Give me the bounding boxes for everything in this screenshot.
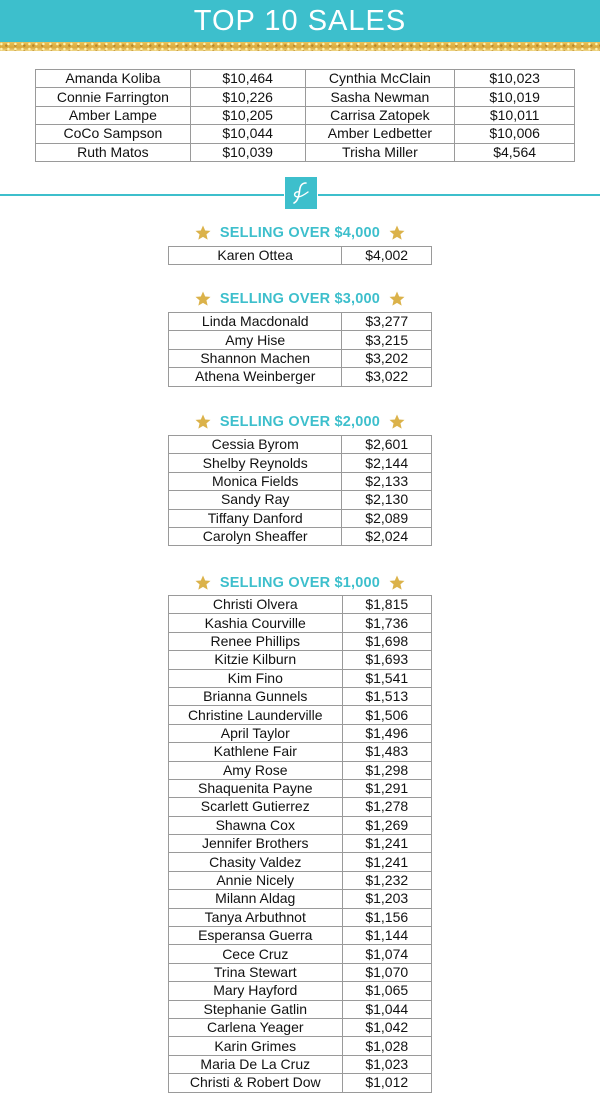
table-row [169,724,432,742]
sales-amount: $1,203 [342,890,431,908]
divider-line-right [318,194,600,196]
seller-name: Shelby Reynolds [169,454,342,472]
sales-amount: $1,070 [342,963,431,981]
seller-name: Sasha Newman [305,88,455,106]
seller-name: Kashia Courville [169,614,343,632]
tier-heading [0,289,600,309]
sales-amount: $1,736 [342,614,431,632]
seller-name: Monica Fields [169,472,342,490]
tier-table-2000 [168,435,432,546]
seller-name: Esperansa Guerra [169,927,343,945]
seller-name: Kitzie Kilburn [169,651,343,669]
table-row [169,1055,432,1073]
top10-table [35,69,575,162]
tier-heading [0,573,600,593]
sales-amount: $1,144 [342,927,431,945]
sales-amount: $3,022 [342,368,432,386]
table-row [169,632,432,650]
sales-amount: $10,226 [190,88,305,106]
table-row [169,472,432,490]
table-row [169,368,432,386]
sales-amount: $1,074 [342,945,431,963]
table-row [169,779,432,797]
seller-name: Trina Stewart [169,963,343,981]
sales-amount: $1,232 [342,871,431,889]
sales-amount: $10,039 [190,143,305,161]
seller-name: Mary Hayford [169,982,343,1000]
table-row [169,1018,432,1036]
sales-amount: $2,133 [342,472,432,490]
sales-amount: $2,130 [342,491,432,509]
tier-heading-label: SELLING OVER $3,000 [219,291,381,307]
table-row [169,687,432,705]
table-row [169,945,432,963]
table-row [169,331,432,349]
star-icon [194,413,212,431]
seller-name: Sandy Ray [169,491,342,509]
seller-name: Maria De La Cruz [169,1055,343,1073]
sales-amount: $2,089 [342,509,432,527]
sales-amount: $1,496 [342,724,431,742]
seller-name: Shaquenita Payne [169,779,343,797]
sales-amount: $1,298 [342,761,431,779]
table-row [169,743,432,761]
seller-name: Shawna Cox [169,816,343,834]
table-row [169,1074,432,1092]
sales-amount: $1,023 [342,1055,431,1073]
table-row [169,527,432,545]
seller-name: Carolyn Sheaffer [169,527,342,545]
sales-amount: $1,044 [342,1000,431,1018]
sales-amount: $3,215 [342,331,432,349]
tier-heading-label: SELLING OVER $4,000 [219,225,381,241]
sales-amount: $4,002 [342,247,432,265]
table-row [36,106,575,124]
table-row [169,491,432,509]
table-row [169,651,432,669]
sales-amount: $10,044 [190,125,305,143]
seller-name: Shannon Machen [169,349,342,367]
star-icon [388,290,406,308]
table-row [169,853,432,871]
sales-amount: $1,241 [342,853,431,871]
sales-amount: $1,815 [342,596,431,614]
sales-amount: $1,513 [342,687,431,705]
table-row [169,761,432,779]
table-row [169,982,432,1000]
table-row [169,927,432,945]
page-title: TOP 10 SALES [193,4,407,37]
table-row [169,871,432,889]
star-icon [194,224,212,242]
seller-name: Ruth Matos [36,143,191,161]
table-row [169,816,432,834]
tier-heading [0,412,600,432]
seller-name: Kathlene Fair [169,743,343,761]
table-row [169,798,432,816]
sales-amount: $2,601 [342,436,432,454]
table-row [36,88,575,106]
table-row [169,669,432,687]
star-icon [388,574,406,592]
seller-name: Carlena Yeager [169,1018,343,1036]
divider-line-left [0,194,284,196]
seller-name: Cynthia McClain [305,70,455,88]
sales-amount: $1,269 [342,816,431,834]
table-row [169,908,432,926]
star-icon [388,413,406,431]
sales-amount: $3,277 [342,313,432,331]
table-row [169,835,432,853]
sales-amount: $1,506 [342,706,431,724]
seller-name: Amber Lampe [36,106,191,124]
sales-amount: $4,564 [455,143,575,161]
seller-name: Kim Fino [169,669,343,687]
seller-name: Renee Phillips [169,632,343,650]
sales-amount: $1,042 [342,1018,431,1036]
table-row [169,963,432,981]
sales-amount: $1,693 [342,651,431,669]
tier-heading [0,223,600,243]
sales-amount: $1,028 [342,1037,431,1055]
seller-name: Karen Ottea [169,247,342,265]
sales-amount: $1,241 [342,835,431,853]
seller-name: Stephanie Gatlin [169,1000,343,1018]
seller-name: Jennifer Brothers [169,835,343,853]
seller-name: Amy Hise [169,331,342,349]
seller-name: Athena Weinberger [169,368,342,386]
table-row [169,1037,432,1055]
seller-name: Chasity Valdez [169,853,343,871]
star-icon [194,574,212,592]
seller-name: Connie Farrington [36,88,191,106]
tier-heading-label: SELLING OVER $2,000 [219,414,381,430]
sales-amount: $2,024 [342,527,432,545]
table-row [36,70,575,88]
table-row [169,454,432,472]
script-f-logo-icon [285,177,317,209]
header-banner [0,0,600,42]
table-row [169,706,432,724]
table-row [169,890,432,908]
sales-amount: $10,205 [190,106,305,124]
sales-amount: $1,012 [342,1074,431,1092]
sales-amount: $10,023 [455,70,575,88]
seller-name: Christine Launderville [169,706,343,724]
sales-amount: $10,019 [455,88,575,106]
seller-name: Karin Grimes [169,1037,343,1055]
table-row [36,125,575,143]
sales-amount: $1,065 [342,982,431,1000]
sales-amount: $1,278 [342,798,431,816]
sales-amount: $1,156 [342,908,431,926]
seller-name: Scarlett Gutierrez [169,798,343,816]
table-row [169,349,432,367]
seller-name: Milann Aldag [169,890,343,908]
gold-glitter-border [0,42,600,51]
tier-heading-label: SELLING OVER $1,000 [219,575,381,591]
tier-table-3000 [168,312,432,387]
seller-name: Brianna Gunnels [169,687,343,705]
table-row [36,143,575,161]
seller-name: Tiffany Danford [169,509,342,527]
seller-name: Cessia Byrom [169,436,342,454]
seller-name: April Taylor [169,724,343,742]
seller-name: CoCo Sampson [36,125,191,143]
tier-table-1000 [168,595,432,1093]
table-row [169,509,432,527]
seller-name: Christi & Robert Dow [169,1074,343,1092]
sales-amount: $1,483 [342,743,431,761]
table-row [169,1000,432,1018]
sales-amount: $10,464 [190,70,305,88]
sales-amount: $10,011 [455,106,575,124]
seller-name: Amber Ledbetter [305,125,455,143]
sales-amount: $3,202 [342,349,432,367]
table-row [169,247,432,265]
seller-name: Christi Olvera [169,596,343,614]
seller-name: Trisha Miller [305,143,455,161]
table-row [169,596,432,614]
seller-name: Tanya Arbuthnot [169,908,343,926]
table-row [169,313,432,331]
seller-name: Amy Rose [169,761,343,779]
star-icon [388,224,406,242]
sales-amount: $1,291 [342,779,431,797]
seller-name: Amanda Koliba [36,70,191,88]
sales-amount: $10,006 [455,125,575,143]
seller-name: Carrisa Zatopek [305,106,455,124]
sales-amount: $1,698 [342,632,431,650]
sales-amount: $1,541 [342,669,431,687]
seller-name: Annie Nicely [169,871,343,889]
sales-amount: $2,144 [342,454,432,472]
table-row [169,614,432,632]
table-row [169,436,432,454]
tier-table-4000 [168,246,432,265]
star-icon [194,290,212,308]
seller-name: Cece Cruz [169,945,343,963]
seller-name: Linda Macdonald [169,313,342,331]
